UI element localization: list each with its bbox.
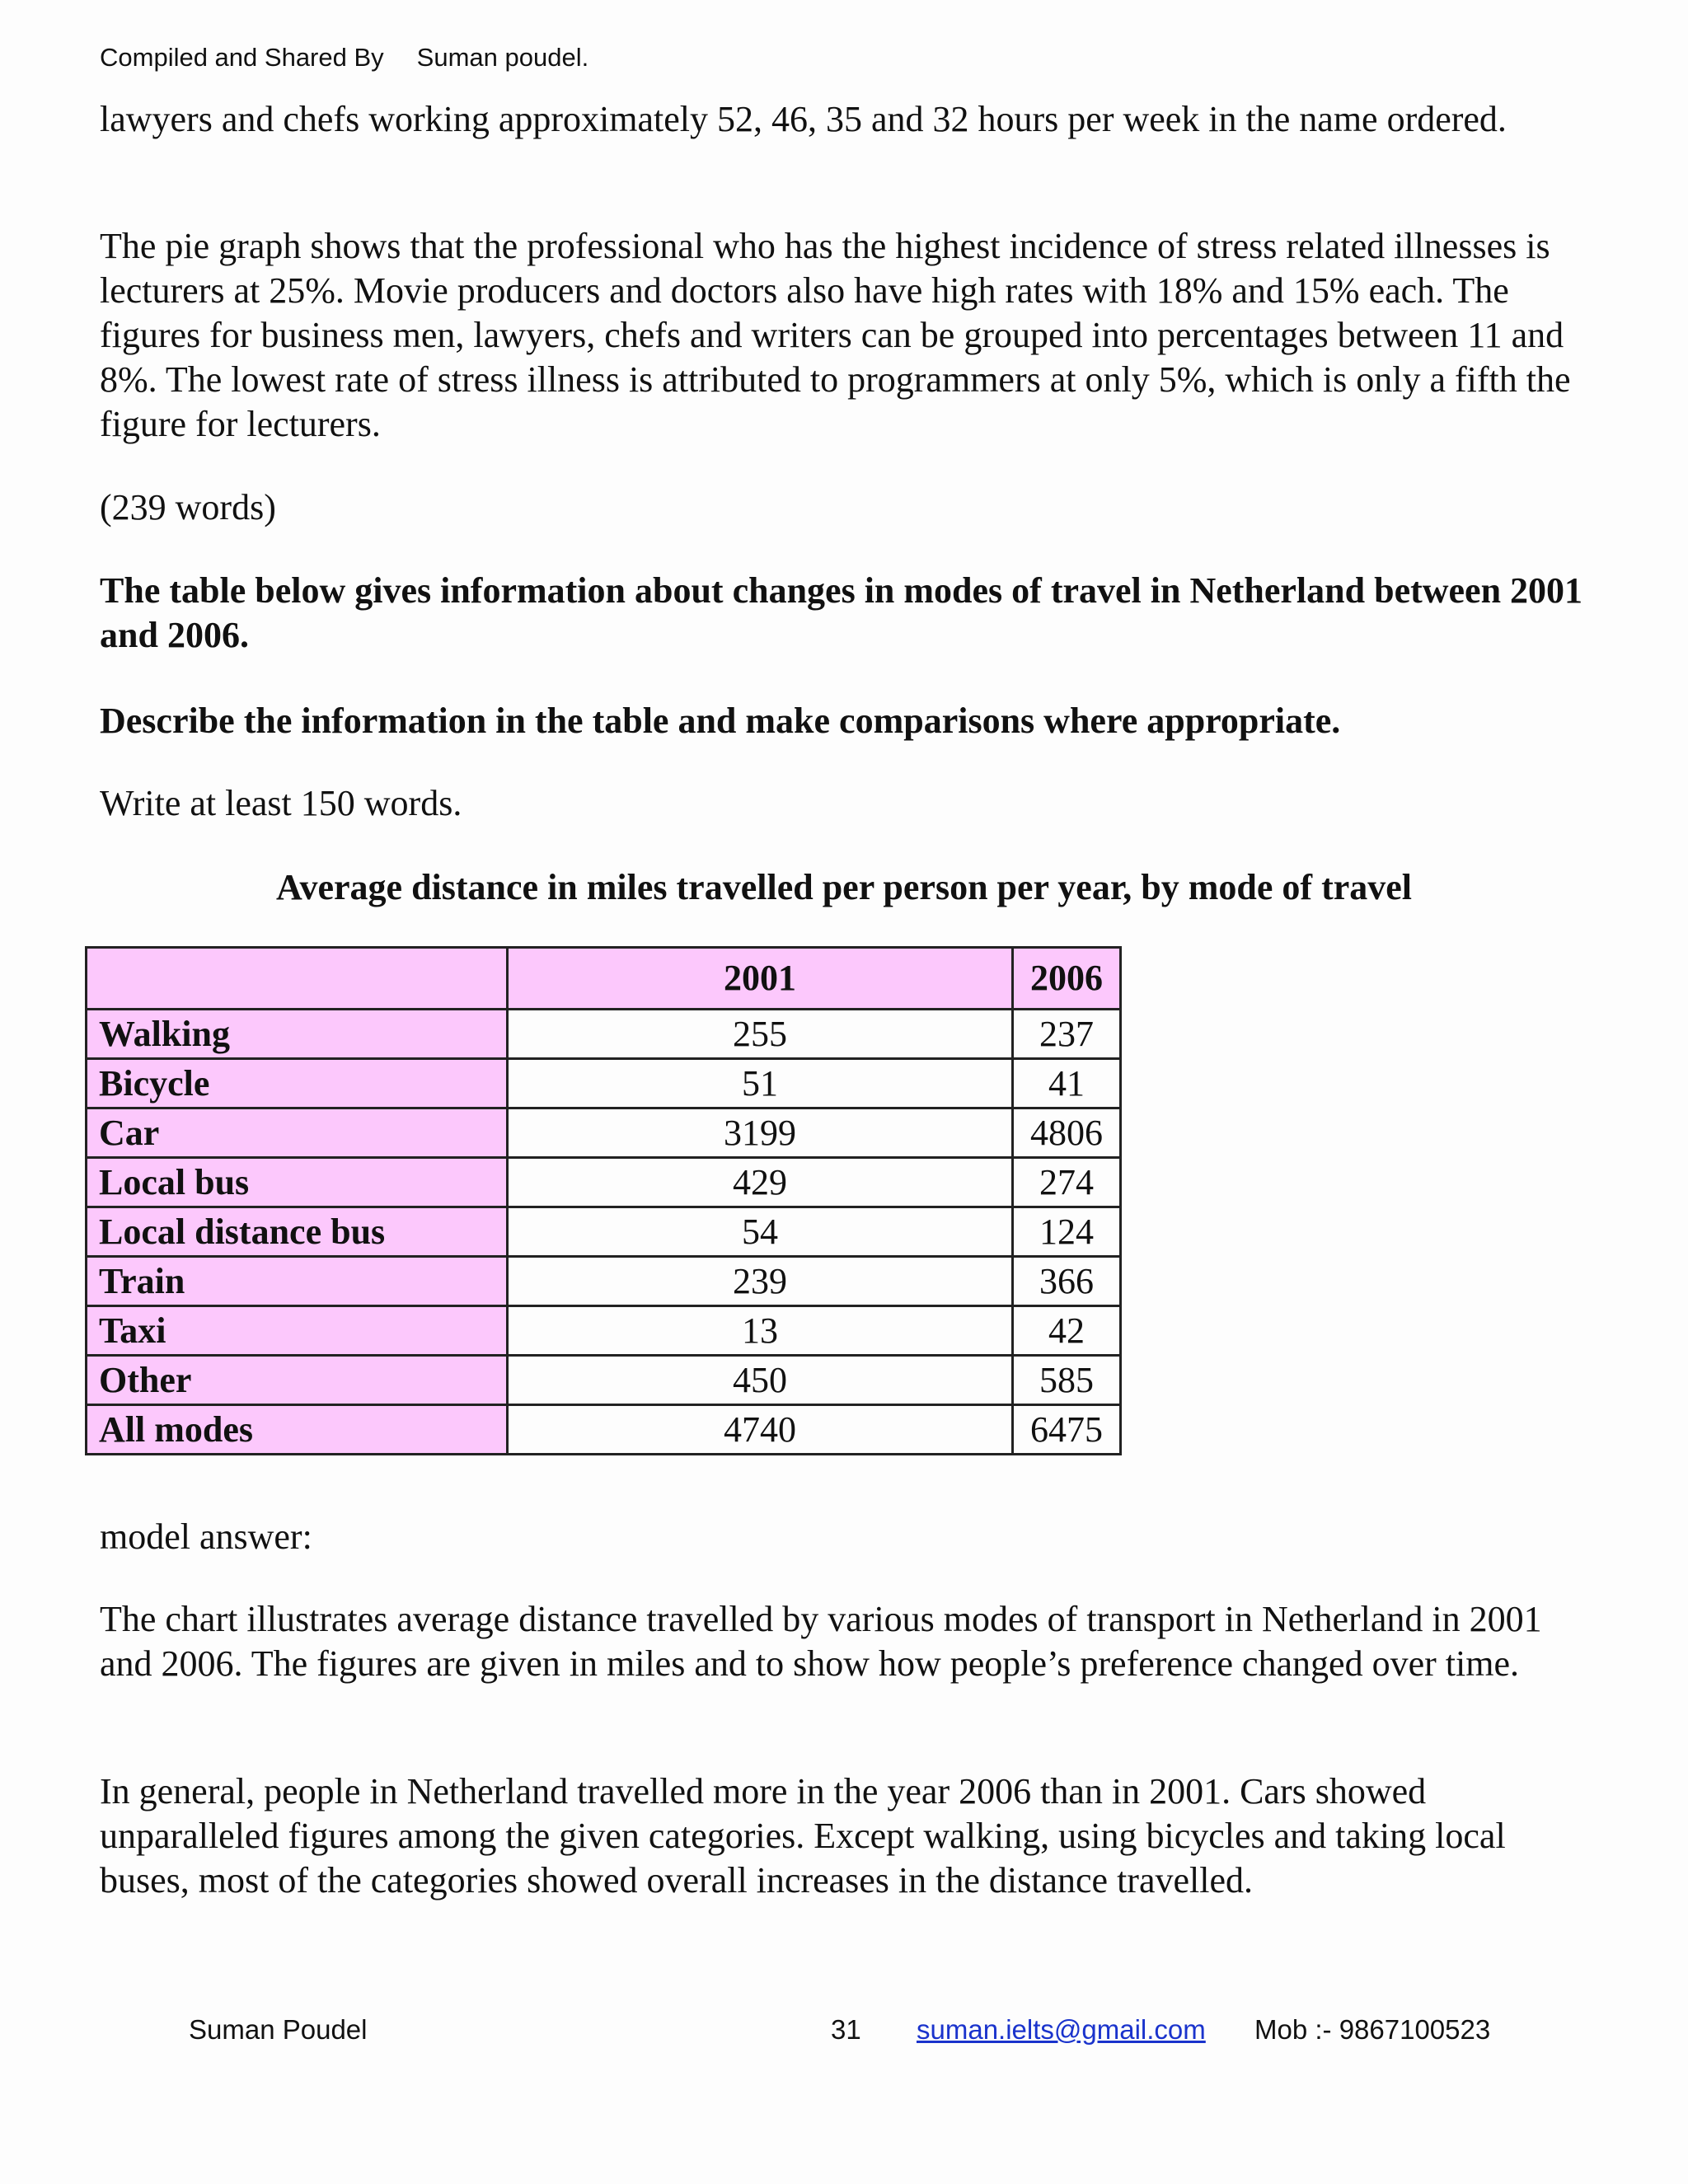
table-row: [87, 1257, 1121, 1306]
page-footer: [0, 2011, 1688, 2049]
table-row: [87, 1158, 1121, 1207]
email-link[interactable]: suman.ielts@gmail.com: [917, 2014, 1206, 2045]
value-2006: 366: [1013, 1257, 1121, 1306]
table-header-2001: 2001: [508, 948, 1013, 1010]
mode-label: All modes: [87, 1405, 508, 1455]
paragraph-continuation: lawyers and chefs working approximately 52, 46, 35 and 32 hours per week in the name ordered.: [100, 99, 1507, 139]
table-row: [87, 1306, 1121, 1356]
mode-label: Other: [87, 1356, 508, 1405]
value-2001: 3199: [508, 1108, 1013, 1158]
value-2001: 51: [508, 1059, 1013, 1108]
table-header-corner: [87, 948, 508, 1010]
answer-paragraph-1: The chart illustrates average distance travelled by various modes of transport in Netherland in 2001 and 2006. The figures are given in miles and to show how people’s preference changed over time.: [100, 1599, 1542, 1684]
model-answer-label: model answer:: [100, 1516, 312, 1557]
mode-label: Taxi: [87, 1306, 508, 1356]
table-row: [87, 1010, 1121, 1059]
page-header: [100, 41, 588, 74]
value-2006: 274: [1013, 1158, 1121, 1207]
task-length: Write at least 150 words.: [100, 783, 462, 823]
value-2006: 4806: [1013, 1108, 1121, 1158]
mobile-number: Mob :- 9867100523: [1254, 2014, 1491, 2045]
table-row: [87, 1207, 1121, 1257]
footer-name: Suman Poudel: [189, 2014, 368, 2045]
mode-label: Train: [87, 1257, 508, 1306]
compiled-label: Compiled and Shared By: [100, 43, 384, 72]
mode-label: Car: [87, 1108, 508, 1158]
mode-label: Bicycle: [87, 1059, 508, 1108]
table-header-row: [87, 948, 1121, 1010]
page-number: 31: [831, 2014, 861, 2045]
paragraph-pie-summary: The pie graph shows that the professional who has the highest incidence of stress related illnesses is lecturers at 25%. Movie producers and doctors also have high rates with 18% and 15% each. The figures for business men, lawyers, chefs and writers can be grouped into percentages between 11 and 8%. The lowest rate of stress illness is attributed to programmers at only 5%, which is only a fifth the figure for lecturers.: [100, 226, 1571, 444]
value-2006: 6475: [1013, 1405, 1121, 1455]
travel-table: [85, 946, 1122, 1455]
value-2001: 255: [508, 1010, 1013, 1059]
task-instruction: Describe the information in the table and make comparisons where appropriate.: [100, 701, 1341, 741]
value-2006: 585: [1013, 1356, 1121, 1405]
value-2001: 54: [508, 1207, 1013, 1257]
table-title: Average distance in miles travelled per person per year, by mode of travel: [275, 867, 1413, 907]
mode-label: Local bus: [87, 1158, 508, 1207]
table-row: [87, 1405, 1121, 1455]
answer-paragraph-2: In general, people in Netherland travelled more in the year 2006 than in 2001. Cars showed unparalleled figures among the given categories. Except walking, using bicycles and taking local buses, most of the categories showed overall increases in the distance travelled.: [100, 1771, 1506, 1900]
value-2006: 42: [1013, 1306, 1121, 1356]
author-name: Suman poudel.: [416, 43, 589, 72]
table-row: [87, 1108, 1121, 1158]
word-count: (239 words): [100, 487, 276, 527]
mode-label: Local distance bus: [87, 1207, 508, 1257]
value-2006: 124: [1013, 1207, 1121, 1257]
task-intro: The table below gives information about changes in modes of travel in Netherland between 2001 and 2006.: [100, 570, 1583, 655]
value-2006: 237: [1013, 1010, 1121, 1059]
value-2001: 450: [508, 1356, 1013, 1405]
table-row: [87, 1356, 1121, 1405]
table-row: [87, 1059, 1121, 1108]
mode-label: Walking: [87, 1010, 508, 1059]
value-2001: 239: [508, 1257, 1013, 1306]
value-2006: 41: [1013, 1059, 1121, 1108]
table-header-2006: 2006: [1013, 948, 1121, 1010]
value-2001: 4740: [508, 1405, 1013, 1455]
value-2001: 13: [508, 1306, 1013, 1356]
value-2001: 429: [508, 1158, 1013, 1207]
